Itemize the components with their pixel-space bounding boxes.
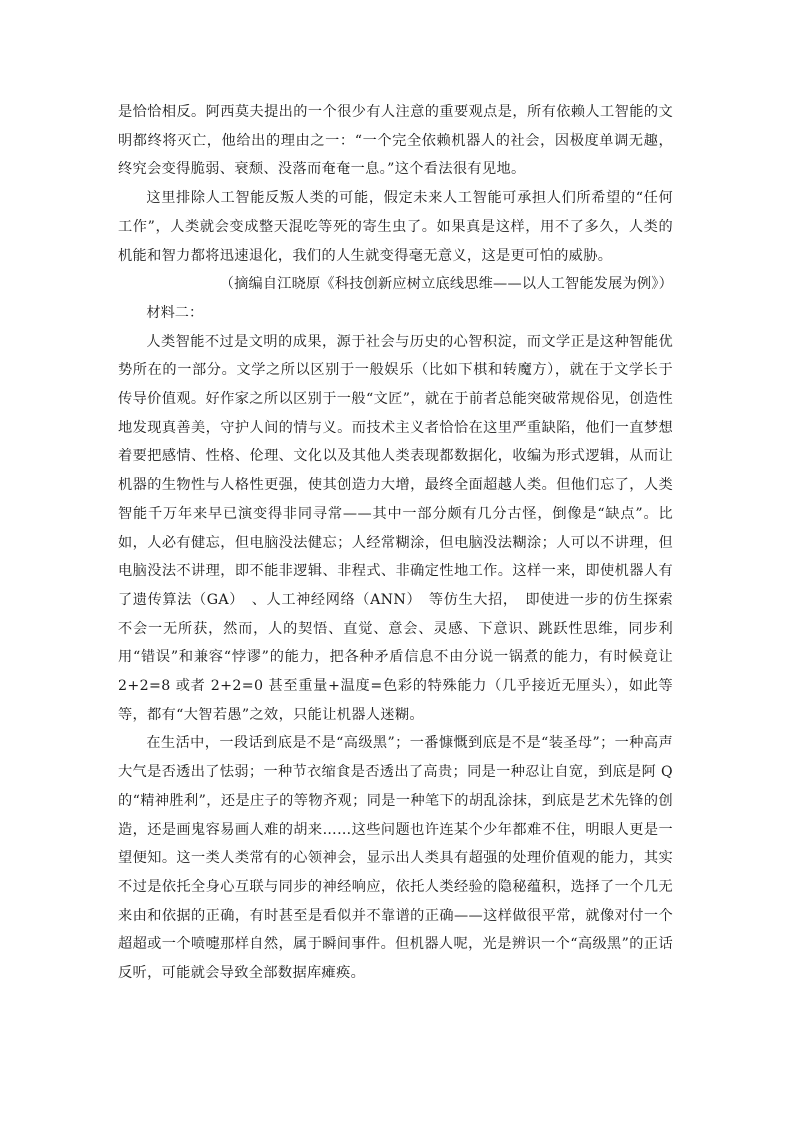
paragraph-daily-life: 在生活中，一段话到底是不是“高级黑”；一番慷慨到底是不是“装圣母”；一种高声大气是否透出了怯弱；一种节衣缩食是否透出了高贵；同是一种忍让自宽，到底是阿 Q 的“精神胜利”，还是庄子的等物齐观；同是一种笔下的胡乱涂抹，到底是艺术先锋的创造，还是画鬼容易画人难的胡来……这些问题也许连某个少年都难不住，明眼人更是一望便知。这一类人类常有的心领神会，显示出人类具有超强的处理价值观的能力，其实不过是依托全身心互联与同步的神经响应，依托人类经验的隐秘蕴积，选择了一个几无来由和依据的正确，有时甚至是看似并不靠谱的正确——这样做很平常，就像对付一个超超或一个喷嚏那样自然，属于瞬间事件。但机器人呢，光是辨识一个“高级黑”的正话反听，可能就会导致全部数据库瘫痪。 [118, 735, 673, 982]
paragraph-exclude-rebellion: 这里排除人工智能反叛人类的可能，假定未来人工智能可承担人们所希望的“任何工作”，人类就会变成整天混吃等死的寄生虫了。如果真是这样，用不了多久，人类的机能和智力都将迅速退化，我们的人生就变得毫无意义，这是更可怕的威胁。 [118, 190, 673, 264]
material-two-heading: 材料二： [146, 304, 204, 321]
document-page [118, 98, 673, 988]
source-citation: （摘编自江晓原《科技创新应树立底线思维——以人工智能发展为例》） [219, 276, 673, 293]
paragraph-human-intelligence: 人类智能不过是文明的成果，源于社会与历史的心智积淀，而文学正是这种智能优势所在的一部分。文学之所以区别于一般娱乐（比如下棋和转魔方），就在于文学长于传导价值观。好作家之所以区别于一般“文匠”，就在于前者总能突破常规俗见，创造性地发现真善美，守护人间的情与义。而技术主义者恰恰在这里严重缺陷，他们一直梦想着要把感情、性格、伦理、文化以及其他人类表现都数据化，收编为形式逻辑，从而让机器的生物性与人格性更强，使其创造力大增，最终全面超越人类。但他们忘了，人类智能千万年来早已演变得非同寻常——其中一部分颇有几分古怪，倒像是“缺点”。比如，人必有健忘，但电脑没法健忘；人经常糊涂，但电脑没法糊涂；人可以不讲理，但电脑没法不讲理，即不能非逻辑、非程式、非确定性地工作。这样一来，即使机器人有了遗传算法（GA） 、人工神经网络（ANN） 等仿生大招， 即使进一步的仿生探索不会一无所获，然而，人的契悟、直觉、意会、灵感、下意识、跳跃性思维，同步利用“错误”和兼容“悖谬”的能力，把各种矛盾信息不由分说一锅煮的能力，有时候竟让 2+2=8 或者 2+2=0 甚至重量+温度=色彩的特殊能力（几乎接近无厘头），如此等等，都有“大智若愚”之效，只能让机器人迷糊。 [118, 333, 673, 723]
paragraph-asimov: 是恰恰相反。阿西莫夫提出的一个很少有人注意的重要观点是，所有依赖人工智能的文明都终将灭亡，他给出的理由之一：“一个完全依赖机器人的社会，因极度单调无趣，终究会变得脆弱、衰颓、没落而奄奄一息。”这个看法很有见地。 [118, 104, 673, 178]
